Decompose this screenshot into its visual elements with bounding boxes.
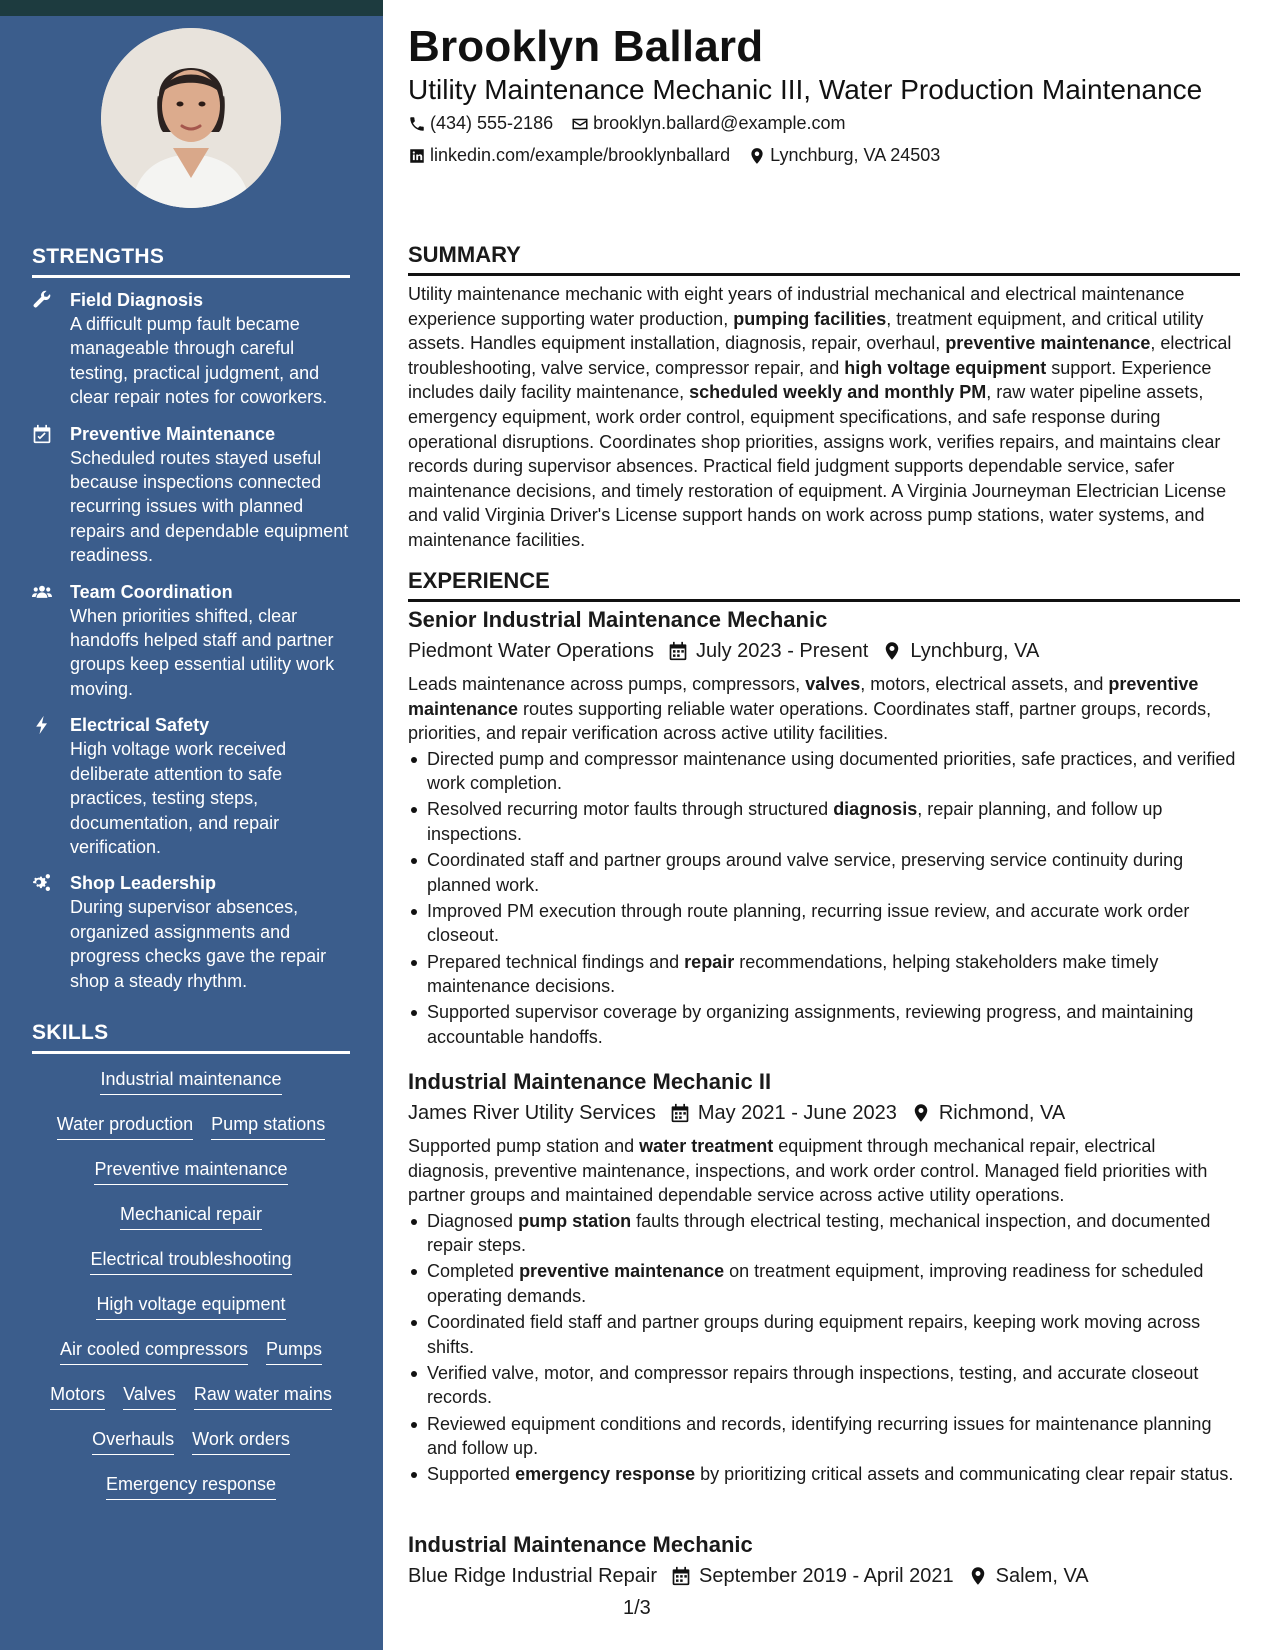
bullet-item xyxy=(408,1259,1240,1308)
calendar-icon xyxy=(668,641,688,661)
bullet-item xyxy=(408,899,1240,948)
skill-tag: Mechanical repair xyxy=(120,1201,262,1230)
dates-text: May 2021 - June 2023 xyxy=(697,1102,897,1124)
text-segment: Coordinated field staff and partner groups during equipment repairs, keeping work moving across shifts. xyxy=(427,1312,1201,1357)
skill-tag: Raw water mains xyxy=(194,1381,332,1410)
phone-number: (434) 555-2186 xyxy=(430,113,554,133)
text-segment: equipment through mechanical repair, electrical diagnosis, preventive maintenance, inspections, and work order control. Managed field priorities with partner groups and maintained dependable service across active utility operations. xyxy=(408,1136,1208,1206)
skill-tag: Pumps xyxy=(266,1336,322,1365)
bullet-item xyxy=(408,1209,1240,1258)
job-entry xyxy=(408,606,1240,1051)
text-segment: Supported xyxy=(427,1464,516,1485)
text-segment: Improved PM execution through route planning, recurring issue review, and accurate work order closeout. xyxy=(427,900,1190,946)
skill-tag: Overhauls xyxy=(92,1426,174,1455)
skill-tag: Water production xyxy=(57,1111,193,1140)
text-segment: Prepared technical findings and xyxy=(427,951,685,972)
strength-title: Preventive Maintenance xyxy=(70,423,276,444)
bullet-item xyxy=(408,1000,1240,1049)
text-segment: Coordinated staff and partner groups around valve service, preserving service continuity during planned work. xyxy=(427,850,1184,895)
bold-text: repair xyxy=(684,951,735,972)
phone-icon xyxy=(408,115,426,133)
bold-text: pump station xyxy=(518,1210,632,1231)
strength-description: During supervisor absences, organized assignments and progress checks gave the repair shop a steady rhythm. xyxy=(70,897,327,991)
text-segment: on treatment equipment, improving readiness for scheduled operating demands. xyxy=(427,1261,1204,1307)
skill-row xyxy=(32,1471,350,1516)
skills-list xyxy=(32,1066,350,1516)
skill-row xyxy=(32,1246,350,1291)
job-meta xyxy=(408,1098,1240,1128)
summary-text xyxy=(408,282,1240,553)
bullet-item xyxy=(408,1412,1240,1461)
text-segment: , electrical troubleshooting, valve service, compressor repair, and xyxy=(408,333,1232,378)
skills-heading: SKILLS xyxy=(32,1021,350,1054)
text-segment: by prioritizing critical assets and communicating clear repair status. xyxy=(695,1464,1234,1485)
strength-item xyxy=(32,580,352,702)
map-pin-icon xyxy=(911,1103,931,1123)
calendar-icon xyxy=(671,1566,691,1586)
job-role: Industrial Maintenance Mechanic II xyxy=(408,1069,772,1094)
sidebar xyxy=(0,16,383,1650)
contact-row-2 xyxy=(408,145,940,166)
map-pin-icon xyxy=(748,147,766,165)
wrench-icon xyxy=(32,288,70,410)
strength-item xyxy=(32,422,352,568)
job-description xyxy=(408,1134,1240,1208)
skill-tag: Emergency response xyxy=(106,1471,276,1500)
gears-icon xyxy=(32,871,70,993)
strength-item xyxy=(32,713,352,859)
strength-title: Electrical Safety xyxy=(70,715,210,736)
job-meta xyxy=(408,636,1240,666)
skill-row xyxy=(32,1201,350,1246)
bullet-item xyxy=(408,950,1240,999)
dates-text: September 2019 - April 2021 xyxy=(699,1565,954,1587)
page-number: 1/3 xyxy=(623,1597,651,1619)
skill-row xyxy=(32,1381,350,1426)
job-bullets xyxy=(408,747,1240,1050)
bold-text: water treatment xyxy=(639,1136,774,1156)
bullet-item xyxy=(408,1361,1240,1410)
skill-row xyxy=(32,1291,350,1336)
strength-item xyxy=(32,288,352,410)
candidate-title: Utility Maintenance Mechanic III, Water Production Maintenance xyxy=(408,74,1203,105)
text-segment: Diagnosed xyxy=(427,1210,519,1231)
job-dates xyxy=(657,1561,954,1591)
text-segment: Resolved recurring motor faults through structured xyxy=(427,799,834,820)
skill-tag: Electrical troubleshooting xyxy=(90,1246,291,1275)
skill-tag: Motors xyxy=(50,1381,105,1410)
strength-title: Team Coordination xyxy=(70,581,233,602)
job-role: Senior Industrial Maintenance Mechanic xyxy=(408,607,828,632)
skill-tag: Valves xyxy=(123,1381,176,1410)
strength-description: Scheduled routes stayed useful because inspections connected recurring issues with planned repairs and dependable equipment readiness. xyxy=(70,447,349,566)
strength-description: High voltage work received deliberate attention to safe practices, testing steps, documentation, and repair verification. xyxy=(70,739,287,857)
location-text: Lynchburg, VA xyxy=(910,640,1040,662)
text-segment: Leads maintenance across pumps, compressors, xyxy=(408,674,806,694)
email-contact[interactable] xyxy=(571,113,845,134)
bullet-item xyxy=(408,848,1240,897)
contact-row xyxy=(408,113,845,134)
map-pin-icon xyxy=(968,1566,988,1586)
skill-tag: Industrial maintenance xyxy=(100,1066,281,1095)
strengths-list xyxy=(32,288,352,1005)
text-segment: Supported pump station and xyxy=(408,1136,640,1156)
skill-tag: Work orders xyxy=(192,1426,290,1455)
skill-tag: Preventive maintenance xyxy=(94,1156,287,1185)
envelope-icon xyxy=(571,115,589,133)
job-location xyxy=(868,636,1039,666)
users-icon xyxy=(32,580,70,702)
company-name: Piedmont Water Operations xyxy=(408,640,655,662)
profile-photo xyxy=(101,28,281,208)
bold-text: preventive maintenance xyxy=(408,674,1199,719)
text-segment: Completed xyxy=(427,1261,520,1282)
bold-text: emergency response xyxy=(515,1464,696,1485)
text-segment: Verified valve, motor, and compressor repairs through inspections, testing, and accurate closeout records. xyxy=(427,1362,1199,1408)
skill-row xyxy=(32,1336,350,1381)
bold-text: preventive maintenance xyxy=(519,1261,725,1282)
skill-row xyxy=(32,1156,350,1201)
bullet-item xyxy=(408,747,1240,796)
text-segment: Supported supervisor coverage by organizing assignments, reviewing progress, and maintaining accountable handoffs. xyxy=(427,1002,1194,1047)
text-segment: routes supporting reliable water operations. Coordinates staff, partner groups, records, priorities, and repair verification across active utility facilities. xyxy=(408,698,1212,744)
strength-title: Shop Leadership xyxy=(70,873,217,894)
job-bullets xyxy=(408,1209,1240,1487)
text-segment: Directed pump and compressor maintenance using documented priorities, safe practices, and verified work completion. xyxy=(427,748,1236,794)
job-dates xyxy=(654,636,868,666)
skill-row xyxy=(32,1426,350,1471)
job-location xyxy=(954,1561,1089,1591)
bold-text: valves xyxy=(805,674,861,694)
job-location xyxy=(897,1098,1065,1128)
text-segment: , motors, electrical assets, and xyxy=(860,674,1109,694)
company-name: Blue Ridge Industrial Repair xyxy=(408,1565,658,1587)
skill-tag: High voltage equipment xyxy=(96,1291,285,1320)
bolt-icon xyxy=(32,713,70,859)
bold-text: preventive maintenance xyxy=(945,333,1151,354)
email-address[interactable]: brooklyn.ballard@example.com xyxy=(593,113,846,133)
location-text: Richmond, VA xyxy=(938,1102,1066,1124)
top-accent-bar xyxy=(0,0,383,16)
job-dates xyxy=(656,1098,897,1128)
text-segment: faults through electrical testing, mechanical inspection, and documented repair steps. xyxy=(427,1210,1211,1256)
skill-tag: Pump stations xyxy=(211,1111,325,1140)
candidate-name: Brooklyn Ballard xyxy=(408,22,764,71)
skill-tag: Air cooled compressors xyxy=(60,1336,248,1365)
strength-description: A difficult pump fault became manageable through careful testing, practical judgment, and clear repair notes for coworkers. xyxy=(70,314,328,408)
dates-text: July 2023 - Present xyxy=(696,640,869,662)
calendar-icon xyxy=(670,1103,690,1123)
summary-heading: SUMMARY xyxy=(408,242,1240,276)
bullet-item xyxy=(408,797,1240,846)
text-segment: , repair planning, and follow up inspections. xyxy=(427,799,1163,845)
phone-contact xyxy=(408,113,553,134)
skill-row xyxy=(32,1066,350,1111)
text-segment: , treatment equipment, and critical utility assets. Handles equipment installation, diagnosis, repair, overhaul, xyxy=(408,308,1204,354)
strengths-heading: STRENGTHS xyxy=(32,245,350,278)
job-description xyxy=(408,672,1240,746)
text-segment: , raw water pipeline assets, emergency equipment, work order control, equipment specifications, and safe response during operational disruptions. Coordinates shop priorities, assigns work, verifies repairs, and maintains clear records during supervisor absences. Practical field judgment supports dependable service, safer maintenance decisions, and timely restoration of equipment. A Virginia Journeyman Electrician License and valid Virginia Driver's License support hands on work across pump stations, water systems, and maintenance facilities. xyxy=(408,382,1227,550)
bullet-item xyxy=(408,1310,1240,1359)
experience-heading: EXPERIENCE xyxy=(408,568,1240,602)
bold-text: scheduled weekly and monthly PM xyxy=(689,382,987,403)
job-entry xyxy=(408,1068,1240,1488)
linkedin-contact[interactable] xyxy=(408,145,730,166)
text-segment: Utility maintenance mechanic with eight years of industrial mechanical and electrical maintenance experience supporting water production, xyxy=(408,284,1185,329)
text-segment: support. Experience includes daily facility maintenance, xyxy=(408,357,1212,403)
text-segment: recommendations, helping stakeholders make timely maintenance decisions. xyxy=(427,951,1159,997)
location-text: Lynchburg, VA 24503 xyxy=(770,145,941,165)
strength-item xyxy=(32,871,352,993)
bold-text: pumping facilities xyxy=(733,308,887,329)
job-entry xyxy=(408,1531,1240,1591)
job-role: Industrial Maintenance Mechanic xyxy=(408,1532,753,1557)
map-pin-icon xyxy=(882,641,902,661)
bullet-item xyxy=(408,1462,1240,1487)
location-contact xyxy=(748,145,940,166)
location-text: Salem, VA xyxy=(995,1565,1089,1587)
linkedin-url[interactable]: linkedin.com/example/brooklynballard xyxy=(430,145,731,165)
strength-title: Field Diagnosis xyxy=(70,290,204,310)
company-name: James River Utility Services xyxy=(408,1102,656,1124)
linkedin-icon xyxy=(408,147,426,165)
text-segment: Reviewed equipment conditions and records, identifying recurring issues for maintenance planning and follow up. xyxy=(427,1413,1212,1459)
strength-description: When priorities shifted, clear handoffs helped staff and partner groups keep essential utility work moving. xyxy=(70,605,335,699)
bold-text: diagnosis xyxy=(833,799,918,820)
calendar-check-icon xyxy=(32,422,70,568)
bold-text: high voltage equipment xyxy=(844,357,1047,378)
skill-row xyxy=(32,1111,350,1156)
job-meta xyxy=(408,1561,1240,1591)
